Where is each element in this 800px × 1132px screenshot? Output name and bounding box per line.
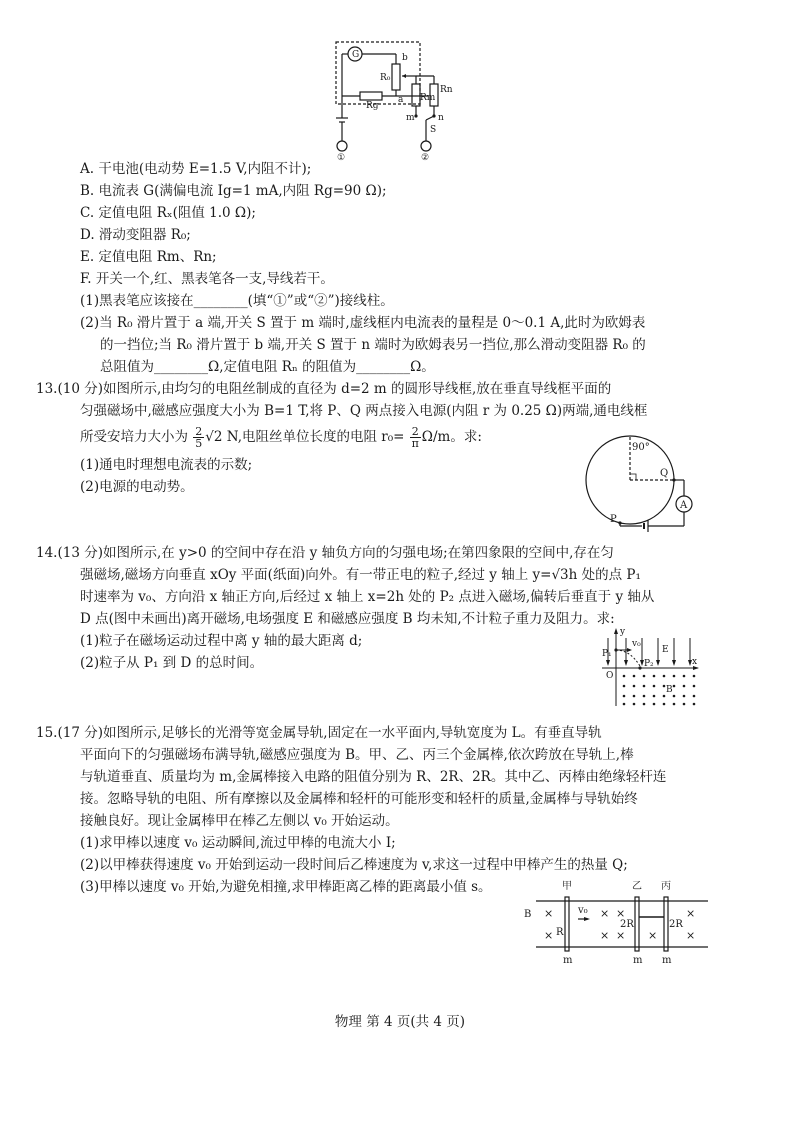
q12-item-e: E. 定值电阻 Rm、Rn; [80,249,217,265]
q12-item-c: C. 定值电阻 Rₓ(阻值 1.0 Ω); [80,205,256,221]
q13-number: 13. [36,381,58,397]
q15-rails-diagram [520,875,710,970]
q13-frac1-numerator: 2 [195,425,203,438]
q13-fraction-resistance [410,426,421,449]
q13-p-label: P [610,514,617,525]
svg-text:×: × [686,907,696,920]
q15-line2: 平面向下的匀强磁场布满导轨,磁感应强度为 B。甲、乙、丙三个金属棒,依次跨放在导轨上,棒 [80,747,634,763]
q13-line3 [80,424,482,450]
q14-line2: 强磁场,磁场方向垂直 xOy 平面(纸面)向外。有一带正电的粒子,经过 y 轴上 y=√3h 处的点 P₁ [80,567,641,583]
q12-item-d: D. 滑动变阻器 R₀; [80,227,191,243]
q15-2r-bing-label: 2R [669,919,683,930]
q13-sub1: (1)通电时理想电流表的示数; [80,457,253,473]
q13-q-label: Q [660,468,669,479]
q13-line1 [36,380,611,398]
q15-line5: 接触良好。现让金属棒甲在棒乙左侧以 v₀ 开始运动。 [80,813,399,829]
q12-sub2-line2: 的一挡位;当 R₀ 滑片置于 b 端,开关 S 置于 n 端时为欧姆表另一挡位,那么滑动变阻器 R₀ 的 [100,337,646,353]
q13-frac2-denominator: π [411,437,419,450]
n-label: n [438,113,444,123]
q13-ammeter-label: A [680,500,688,511]
q14-line3: 时速率为 v₀、方向沿 x 轴正方向,后经过 x 轴上 x=2h 处的 P₂ 点进入磁场,偏转后垂直于 y 轴从 [80,589,655,605]
q15-m3-label: m [662,955,672,966]
q15-r-label: R [556,927,564,938]
q15-b-label: B [524,909,532,920]
q15-m2-label: m [633,955,643,966]
m-label: m [406,113,415,123]
q13-text-3b: √2 N,电阻丝单位长度的电阻 r₀= [205,429,405,445]
q12-sub1: (1)黑表笔应该接在________(填“①”或“②”)接线柱。 [80,293,394,309]
svg-text:×: × [600,907,610,920]
q13-circle-diagram [580,430,705,542]
q14-sub2: (2)粒子从 P₁ 到 D 的总时间。 [80,655,264,671]
q14-line1 [36,544,614,562]
q15-sub1: (1)求甲棒以速度 v₀ 运动瞬间,流过甲棒的电流大小 I; [80,835,396,851]
s-label: S [430,125,437,135]
rm-label: Rm [420,93,436,103]
q15-line4: 接。忽略导轨的电阻、所有摩擦以及金属棒和轻杆的可能形变和轻杆的质量,金属棒与导轨始终 [80,791,638,807]
a-label: a [398,95,404,105]
q13-sub2: (2)电源的电动势。 [80,479,194,495]
q15-jia-label: 甲 [562,881,572,892]
rn-label: Rn [440,85,453,95]
svg-text:×: × [544,929,554,942]
q12-circuit-diagram [320,36,470,161]
svg-text:×: × [648,929,658,942]
q14-y-label: y [620,627,626,637]
q14-text-1: (13 分)如图所示,在 y>0 的空间中存在沿 y 轴负方向的匀强电场;在第四象限的空间中,存在匀 [57,545,614,561]
svg-text:×: × [616,907,626,920]
q15-v0-label: v₀ [578,905,588,916]
q15-line1 [36,724,602,742]
q14-b-label: B [666,685,673,695]
q12-item-f: F. 开关一个,红、黑表笔各一支,导线若干。 [80,271,334,287]
q15-sub3: (3)甲棒以速度 v₀ 开始,为避免相撞,求甲棒距离乙棒的距离最小值 s。 [80,879,492,895]
q14-line4: D 点(图中未画出)离开磁场,电场强度 E 和磁感应强度 B 均未知,不计粒子重力及阻力。求: [80,611,615,627]
svg-text:×: × [686,929,696,942]
q15-yi-label: 乙 [632,881,642,892]
q15-2r-yi-label: 2R [620,919,634,930]
q15-bing-label: 丙 [661,881,671,892]
q14-v0-label: v₀ [632,639,641,649]
q14-number: 14. [36,545,58,561]
svg-text:×: × [616,929,626,942]
q12-item-b: B. 电流表 G(满偏电流 Ig=1 mA,内阻 Rg=90 Ω); [80,183,387,199]
page-footer: 物理 第 4 页(共 4 页) [334,1014,466,1030]
q14-p2-label: P₂ [644,659,654,669]
q13-text-3a: 所受安培力大小为 [80,429,188,445]
q13-line2: 匀强磁场中,磁感应强度大小为 B=1 T,将 P、Q 两点接入电源(内阻 r 为 0.25 Ω)两端,通电线框 [80,403,648,419]
q13-fraction-force [193,426,204,449]
q13-text-1: (10 分)如图所示,由均匀的电阻丝制成的直径为 d=2 m 的圆形导线框,放在垂直导线框平面的 [57,381,612,397]
q13-angle-label: 90° [632,442,650,453]
r0-label: R₀ [380,73,391,83]
q14-p1-label: P₁ [602,649,612,659]
q14-field-diagram [600,626,700,708]
q15-number: 15. [36,725,58,741]
rg-label: Rg [366,101,379,111]
q15-line3: 与轨道垂直、质量均为 m,金属棒接入电路的阻值分别为 R、2R、2R。其中乙、丙棒由绝缘轻杆连 [80,769,667,785]
svg-text:×: × [544,907,554,920]
q12-item-a: A. 干电池(电动势 E=1.5 V,内阻不计); [80,161,312,177]
terminal-1-label: ① [337,153,346,161]
q12-sub2-line1: (2)当 R₀ 滑片置于 a 端,开关 S 置于 m 端时,虚线框内电流表的量程是 0～0.1 A,此时为欧姆表 [80,315,646,331]
q13-frac2-numerator: 2 [411,425,419,438]
q15-sub2: (2)以甲棒获得速度 v₀ 开始到运动一段时间后乙棒速度为 v,求这一过程中甲棒产生的热量 Q; [80,857,628,873]
q15-m1-label: m [563,955,573,966]
q14-o-label: O [606,671,614,681]
q14-x-label: x [692,657,698,667]
q12-sub2-line3: 总阻值为________Ω,定值电阻 Rₙ 的阻值为________Ω。 [100,359,435,375]
svg-text:×: × [600,929,610,942]
g-label: G [352,50,360,60]
q14-sub1: (1)粒子在磁场运动过程中离 y 轴的最大距离 d; [80,633,363,649]
q15-text-1: (17 分)如图所示,足够长的光滑等宽金属导轨,固定在一水平面内,导轨宽度为 L。有垂直导轨 [57,725,602,741]
q13-frac1-denominator: 5 [195,437,203,450]
q13-text-3c: Ω/m。求: [421,429,482,445]
b-label: b [402,53,408,63]
terminal-2-label: ② [421,153,430,161]
q14-e-label: E [662,645,669,655]
